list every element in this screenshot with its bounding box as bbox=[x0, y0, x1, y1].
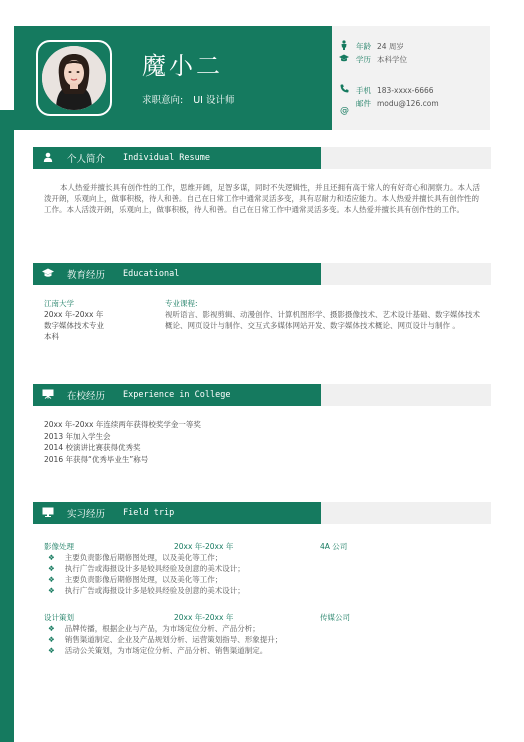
internship-dates: 20xx 年-20xx 年 bbox=[174, 542, 234, 551]
campus-list bbox=[44, 419, 201, 465]
graduation-cap-icon bbox=[37, 268, 59, 281]
internship-dates: 20xx 年-20xx 年 bbox=[174, 613, 234, 622]
contact-panel bbox=[332, 26, 490, 130]
avatar-frame bbox=[36, 40, 112, 116]
list-item: ❖ 执行广告或海报设计多是较具经验及创意的美术设计； bbox=[48, 586, 245, 595]
list-item: ❖ 销售渠道制定、企业及产品规划分析、运营策划指导、形象提升； bbox=[48, 635, 283, 644]
user-icon bbox=[37, 152, 59, 165]
section-title-zh: 个人简介 bbox=[67, 154, 106, 165]
list-item: ❖ 主要负责影像后期修图处理，以及美化等工作； bbox=[48, 553, 223, 562]
section-header-campus bbox=[33, 384, 321, 406]
section-title-zh: 实习经历 bbox=[67, 509, 106, 520]
phone-icon bbox=[338, 84, 350, 96]
email-label: 邮件 bbox=[356, 99, 371, 108]
section-header-extension bbox=[321, 147, 491, 169]
school-name: 江南大学 bbox=[44, 299, 74, 308]
section-header-internship bbox=[33, 502, 321, 524]
internship-header bbox=[44, 612, 484, 623]
education-label: 学历 bbox=[356, 55, 371, 64]
phone-label: 手机 bbox=[356, 85, 371, 95]
left-accent-bar bbox=[0, 110, 14, 742]
diamond-bullet-icon: ❖ bbox=[48, 624, 55, 633]
person-icon bbox=[338, 40, 350, 53]
section-title-en: Individual Resume bbox=[123, 153, 211, 163]
list-item: ❖ 主要负责影像后期修图处理，以及美化等工作； bbox=[48, 575, 223, 584]
job-objective bbox=[142, 92, 234, 106]
education-dates: 20xx 年-20xx 年 bbox=[44, 310, 104, 319]
candidate-name: 魔小二 bbox=[142, 52, 223, 80]
section-header-extension bbox=[321, 502, 491, 524]
age-label: 年龄 bbox=[356, 42, 371, 51]
portrait-photo bbox=[42, 46, 106, 110]
internship-header bbox=[44, 541, 484, 552]
avatar bbox=[42, 46, 106, 110]
at-sign-icon: @ bbox=[340, 106, 349, 116]
diamond-bullet-icon: ❖ bbox=[48, 635, 55, 644]
diamond-bullet-icon: ❖ bbox=[48, 564, 55, 573]
objective-label: 求职意向: bbox=[142, 95, 184, 106]
section-header-summary bbox=[33, 147, 321, 169]
courses-text: 视听语言、影视剪辑、动漫创作、计算机图形学、摄影摄像技术、艺术设计基础、数字媒体技术概论、网页设计与制作、交互式多媒体网站开发、数字媒体技术概论、网页设计与制作 。 bbox=[165, 310, 480, 330]
section-title-en: Educational bbox=[123, 269, 180, 279]
internship-role: 影像处理 bbox=[44, 542, 74, 551]
email-row bbox=[338, 98, 439, 109]
phone-value: 183-xxxx-6666 bbox=[377, 85, 434, 95]
monitor-icon bbox=[37, 507, 59, 520]
section-header-education bbox=[33, 263, 321, 285]
graduation-cap-icon bbox=[338, 54, 350, 65]
list-item: 2013 年加入学生会 bbox=[44, 431, 111, 441]
education-degree: 本科 bbox=[44, 332, 59, 341]
internship-entry bbox=[44, 612, 484, 656]
list-item: ❖ 品牌传播，根据企业与产品，为市场定位分析、产品分析； bbox=[48, 624, 260, 633]
objective-value: UI 设计师 bbox=[193, 95, 235, 106]
internship-org: 传媒公司 bbox=[320, 613, 350, 622]
education-value: 本科学位 bbox=[377, 55, 407, 64]
education-major: 数字媒体技术专业 bbox=[44, 321, 104, 330]
section-title-en: Field trip bbox=[123, 508, 175, 518]
education-courses bbox=[165, 298, 485, 331]
header-banner bbox=[14, 26, 332, 130]
list-item: 20xx 年-20xx 年连续两年获得校奖学金一等奖 bbox=[44, 420, 201, 429]
courses-label: 专业课程: bbox=[165, 299, 198, 308]
list-item: 2016 年获得“优秀毕业生”称号 bbox=[44, 454, 149, 464]
diamond-bullet-icon: ❖ bbox=[48, 646, 55, 655]
list-item: ❖ 执行广告或海报设计多是较具经验及创意的美术设计； bbox=[48, 564, 245, 573]
section-title-en: Experience in College bbox=[123, 390, 231, 400]
diamond-bullet-icon: ❖ bbox=[48, 586, 55, 595]
diamond-bullet-icon: ❖ bbox=[48, 553, 55, 562]
list-item: ❖ 活动公关策划，为市场定位分析、产品分析、销售渠道制定。 bbox=[48, 646, 268, 655]
diamond-bullet-icon: ❖ bbox=[48, 575, 55, 584]
age-row bbox=[338, 40, 404, 53]
internship-entry bbox=[44, 541, 484, 596]
education-details bbox=[44, 298, 104, 342]
summary-paragraph: 本人热爱并擅长具有创作性的工作，思维开阔，足智多谋，同时不失逻辑性，并且还拥有高于常人的有好奇心和洞察力。本人活泼开朗，乐观向上，做事积极，待人和善。自己在日常工作中通常灵活多变，具有忍耐力和适应能力。本人热爱并擅长具有创作性的工作。本人活泼开朗，乐观向上，做事积极，待人和善。自己在日常工作中通常灵活多变。本人热爱并擅长具有创作性的工作。 bbox=[44, 183, 480, 214]
education-row bbox=[338, 54, 407, 65]
phone-row bbox=[338, 84, 434, 96]
section-header-extension bbox=[321, 384, 491, 406]
section-title-zh: 在校经历 bbox=[67, 391, 106, 402]
list-item: 2014 校演讲比赛获得优秀奖 bbox=[44, 443, 141, 452]
section-title-zh: 教育经历 bbox=[67, 270, 106, 281]
age-value: 24 周岁 bbox=[377, 42, 404, 51]
email-value[interactable]: modu@126.com bbox=[377, 99, 439, 108]
internship-org: 4A 公司 bbox=[320, 542, 348, 551]
internship-role: 设计策划 bbox=[44, 613, 74, 622]
section-header-extension bbox=[321, 263, 491, 285]
presentation-board-icon bbox=[37, 389, 59, 402]
